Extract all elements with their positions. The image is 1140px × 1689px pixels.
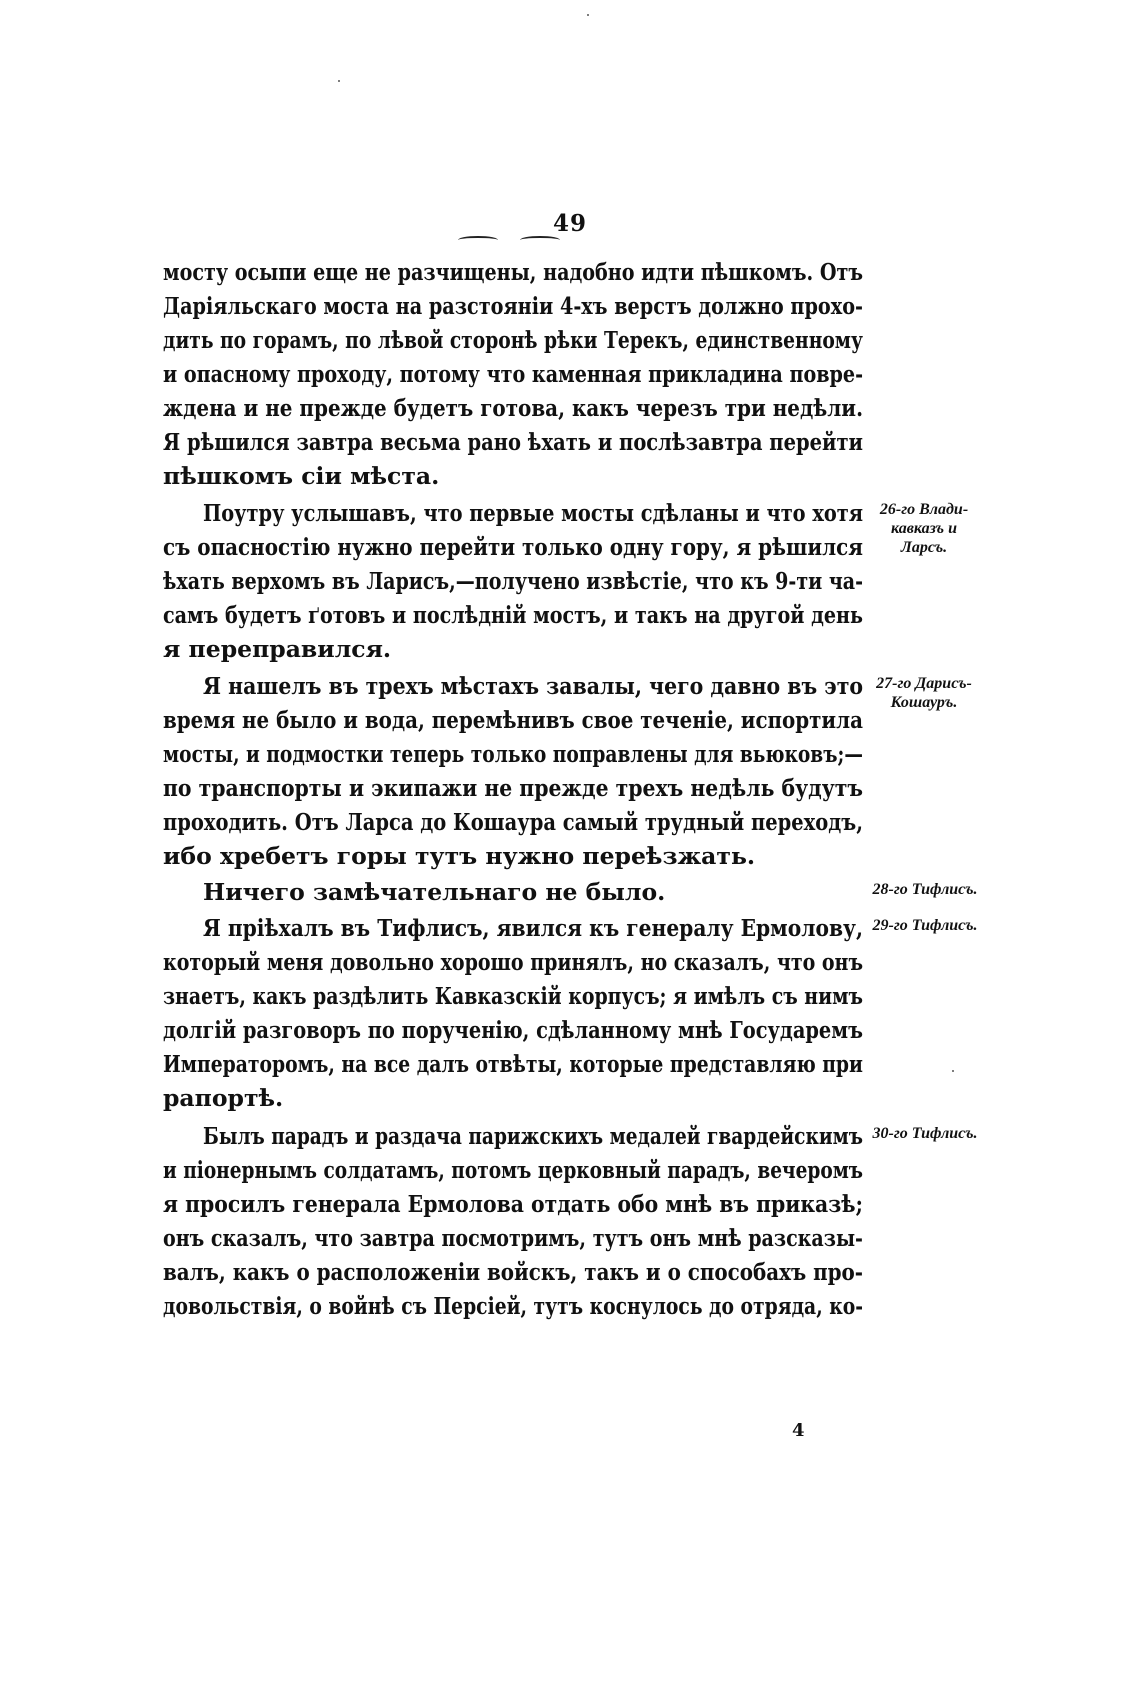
text-line: валъ, какъ о расположеніи войскъ, такъ и о способахъ про-	[163, 1258, 864, 1286]
text-line: Императоромъ, на все далъ отвѣты, которые представляю при	[163, 1050, 863, 1078]
text-line: Былъ парадъ и раздача парижскихъ медалей гвардейскимъ	[203, 1122, 863, 1150]
text-line: пѣшкомъ сіи мѣста.	[163, 462, 440, 490]
text-line: я переправился.	[163, 635, 392, 663]
text-line: по транспорты и экипажи не прежде трехъ недѣль будутъ	[163, 774, 864, 802]
text-line: долгій разговоръ по порученію, сдѣланному мнѣ Государемъ	[163, 1016, 863, 1044]
text-line: ибо хребетъ горы тутъ нужно перeѣзжать.	[163, 842, 756, 870]
text-line: мосту осыпи еще не разчищены, надобно идти пѣшкомъ. Отъ	[163, 258, 864, 286]
text-line: который меня довольно хорошо принялъ, но сказалъ, что онъ	[163, 948, 864, 976]
text-line: рапортѣ.	[163, 1084, 284, 1112]
text-line: и опасному проходу, потому что каменная прикладина повре-	[163, 360, 864, 388]
ornament-left	[458, 236, 498, 244]
margin-note: 27-го Дарисъ- Кошауръ.	[876, 675, 972, 711]
margin-note: 26-го Влади- кавказъ и Ларсъ.	[879, 501, 969, 556]
text-line: довольствія, о войнѣ съ Персіей, тутъ коснулось до отряда, ко-	[163, 1292, 864, 1320]
text-line: Я пріѣхалъ въ Тифлисъ, явился къ генералу Ермолову,	[203, 914, 863, 942]
scan-speck	[338, 80, 340, 82]
page-number: 49	[552, 210, 587, 237]
text-line: Даріяльскаго моста на разстояніи 4-хъ верстъ должно прохо-	[163, 292, 863, 320]
scan-speck	[952, 1070, 954, 1072]
margin-note: 29-го Тифлисъ.	[872, 917, 978, 934]
text-line: мосты, и подмостки теперь только поправлены для вьюковъ;—	[163, 740, 863, 768]
text-line: ѣхать верхомъ въ Ларисъ,—получено извѣстіе, что къ 9-ти ча-	[163, 567, 864, 595]
text-line: Поутру услышавъ, что первые мосты сдѣланы и что хотя	[203, 499, 864, 527]
text-line: Я рѣшился завтра весьма рано ѣхать и послѣзавтра перейти	[163, 428, 863, 456]
text-line: самъ будетъ ґотовъ и послѣдній мостъ, и такъ на другой день	[163, 601, 864, 629]
text-line: дить по горамъ, по лѣвой сторонѣ рѣки Терекъ, единственному	[163, 326, 863, 354]
margin-note: 30-го Тифлисъ.	[872, 1125, 978, 1142]
text-line: знаетъ, какъ раздѣлить Кавказскій корпусъ; я имѣлъ съ нимъ	[163, 982, 863, 1010]
text-line: съ опасностію нужно перейти только одну гору, я рѣшился	[163, 533, 863, 561]
text-line: я просилъ генерала Ермолова отдать обо мнѣ въ приказѣ;	[163, 1190, 864, 1218]
text-line: время не было и вода, перемѣнивъ свое теченіе, испортила	[163, 706, 863, 734]
text-line: и піонернымъ солдатамъ, потомъ церковный парадъ, вечеромъ	[163, 1156, 864, 1184]
signature-mark: 4	[792, 1420, 805, 1441]
text-line: онъ сказалъ, что завтра посмотримъ, тутъ онъ мнѣ разсказы-	[163, 1224, 863, 1252]
text-line: Ничего замѣчательнаго не было.	[203, 878, 666, 906]
scan-speck	[587, 14, 589, 16]
margin-note: 28-го Тифлисъ.	[872, 881, 978, 898]
text-line: Я нашелъ въ трехъ мѣстахъ завалы, чего давно въ это	[203, 672, 864, 700]
ornament-right	[520, 236, 560, 244]
text-line: проходить. Отъ Ларса до Кошаура самый трудный переходъ,	[163, 808, 863, 836]
text-line: ждена и не прежде будетъ готова, какъ черезъ три недѣли.	[163, 394, 864, 422]
